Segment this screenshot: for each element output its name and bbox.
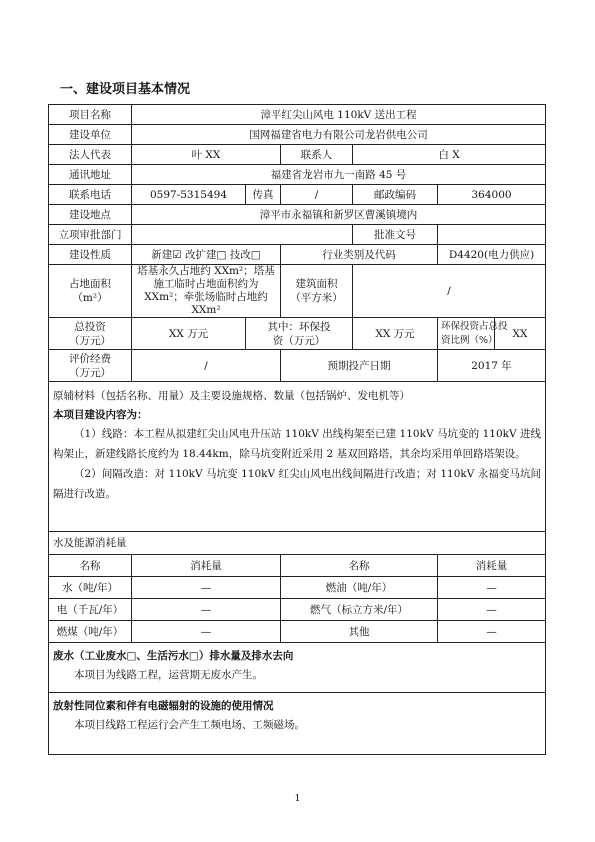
label-legal: 法人代表 xyxy=(49,145,132,165)
energy-name: 燃油（吨/年） xyxy=(281,577,438,599)
value-env-ratio: XX xyxy=(495,318,546,350)
value-fax: / xyxy=(281,185,353,205)
energy-name: 燃煤（吨/年） xyxy=(49,621,132,643)
radiation-block xyxy=(49,693,546,755)
energy-header-amount-2: 消耗量 xyxy=(438,555,546,577)
energy-amount: — xyxy=(132,599,281,621)
label-eval xyxy=(49,350,132,382)
value-legal: 叶 XX xyxy=(132,145,281,165)
energy-name: 燃气（标立方米/年） xyxy=(281,599,438,621)
value-company: 国网福建省电力有限公司龙岩供电公司 xyxy=(132,125,546,145)
label-building-line2: （平方米） xyxy=(290,292,343,304)
row-location xyxy=(49,205,546,225)
label-area xyxy=(49,265,132,318)
energy-amount: — xyxy=(438,577,546,599)
wastewater-title: 废水（工业废水□、生活污水□）排水量及排水去向 xyxy=(53,650,294,662)
label-eval-line1: 评价经费 xyxy=(69,352,111,365)
value-location: 漳平市永福镇和新罗区曹溪镇境内 xyxy=(132,205,546,225)
row-materials xyxy=(49,382,546,532)
label-ratio-line2: 资比例（%） xyxy=(441,334,498,346)
project-info-table xyxy=(48,104,546,755)
value-area: 塔基永久占地约 XXm²；塔基施工临时占地面积约为 XXm²；牵张场临时占地约 XXm² xyxy=(132,265,281,318)
energy-row xyxy=(49,621,546,643)
section-title: 一、建设项目基本情况 xyxy=(60,82,191,97)
label-building-area xyxy=(281,265,353,318)
materials-paragraph-1: （1）线路：本工程从拟建红尖山风电升压站 110kV 出线构架至已建 110kV 马坑变的 110kV 进线构架止，新建线路长度约为 18.44km，除马坑变附近采用 2 基双回路塔，其余均采用单回路塔架设。 xyxy=(53,428,542,460)
energy-amount: — xyxy=(438,621,546,643)
label-env-line1: 其中：环保投 xyxy=(267,320,331,333)
row-radiation xyxy=(49,693,546,755)
row-address xyxy=(49,165,546,185)
label-fax: 传真 xyxy=(246,185,281,205)
energy-amount: — xyxy=(132,621,281,643)
energy-title: 水及能源消耗量 xyxy=(49,532,546,555)
materials-block xyxy=(49,382,546,532)
label-area-line2: （m²） xyxy=(72,292,108,304)
label-building-line1: 建筑面积 xyxy=(295,278,338,290)
label-phone: 联系电话 xyxy=(49,185,132,205)
value-project-name: 漳平红尖山风电 110kV 送出工程 xyxy=(132,105,546,125)
wastewater-text: 本项目为线路工程，运营期无废水产生。 xyxy=(74,669,263,681)
energy-amount: — xyxy=(438,599,546,621)
row-phone xyxy=(49,185,546,205)
value-nature: 新建☑ 改扩建□ 技改□ xyxy=(132,245,281,265)
label-address: 通讯地址 xyxy=(49,165,132,185)
label-env-line2: 资（万元） xyxy=(272,334,326,347)
value-approval xyxy=(132,225,353,245)
energy-header-amount-1: 消耗量 xyxy=(132,555,281,577)
value-eval: / xyxy=(132,350,281,382)
energy-header-name-1: 名称 xyxy=(49,555,132,577)
wastewater-block xyxy=(49,643,546,693)
materials-subtitle: 本项目建设内容为： xyxy=(53,409,148,421)
value-invest: XX 万元 xyxy=(132,318,246,350)
label-industry: 行业类别及代码 xyxy=(281,245,438,265)
radiation-title: 放射性同位素和伴有电磁辐射的设施的使用情况 xyxy=(53,700,274,712)
energy-row xyxy=(49,599,546,621)
label-company: 建设单位 xyxy=(49,125,132,145)
row-nature xyxy=(49,245,546,265)
row-eval xyxy=(49,350,546,382)
label-ratio-line1: 环保投资占总投 xyxy=(441,320,508,332)
materials-paragraph-2: （2）间隔改造：对 110kV 马坑变 110kV 红尖山风电出线间隔进行改造；对 110kV 永福变马坑间隔进行改造。 xyxy=(53,468,542,500)
row-area xyxy=(49,265,546,318)
label-approval-doc: 批准文号 xyxy=(353,225,438,245)
radiation-text: 本项目线路工程运行会产生工频电场、工频磁场。 xyxy=(74,719,305,731)
energy-header-row xyxy=(49,555,546,577)
label-eval-line2: （万元） xyxy=(69,366,111,379)
label-invest-line2: （万元） xyxy=(69,334,111,347)
label-location: 建设地点 xyxy=(49,205,132,225)
label-invest-line1: 总投资 xyxy=(74,320,106,333)
value-address: 福建省龙岩市九一南路 45 号 xyxy=(132,165,546,185)
value-phone: 0597-5315494 xyxy=(132,185,246,205)
value-zip: 364000 xyxy=(438,185,546,205)
value-approval-doc xyxy=(438,225,546,245)
label-date: 预期投产日期 xyxy=(281,350,438,382)
energy-row xyxy=(49,577,546,599)
row-project-name xyxy=(49,105,546,125)
value-building-area: / xyxy=(353,265,546,318)
label-env-invest xyxy=(246,318,353,350)
value-env-invest: XX 万元 xyxy=(353,318,438,350)
value-contact: 白 X xyxy=(353,145,546,165)
label-env-ratio xyxy=(438,318,508,350)
label-project-name: 项目名称 xyxy=(49,105,132,125)
label-invest xyxy=(49,318,132,350)
value-industry: D4420(电力供应) xyxy=(438,245,546,265)
row-legal xyxy=(49,145,546,165)
label-contact: 联系人 xyxy=(281,145,353,165)
energy-amount: — xyxy=(132,577,281,599)
value-date: 2017 年 xyxy=(438,350,546,382)
label-area-line1: 占地面积 xyxy=(69,278,111,290)
row-company xyxy=(49,125,546,145)
label-nature: 建设性质 xyxy=(49,245,132,265)
row-invest xyxy=(49,318,546,350)
label-zip: 邮政编码 xyxy=(353,185,438,205)
energy-name: 电（千瓦/年） xyxy=(49,599,132,621)
row-approval xyxy=(49,225,546,245)
energy-header-name-2: 名称 xyxy=(281,555,438,577)
materials-title: 原辅材料（包括名称、用量）及主要设施规格、数量（包括锅炉、发电机等） xyxy=(53,390,410,402)
energy-name: 水（吨/年） xyxy=(49,577,132,599)
row-energy-title xyxy=(49,532,546,555)
page-number: 1 xyxy=(294,794,301,804)
label-approval: 立项审批部门 xyxy=(49,225,132,245)
energy-name: 其他 xyxy=(281,621,438,643)
row-wastewater xyxy=(49,643,546,693)
